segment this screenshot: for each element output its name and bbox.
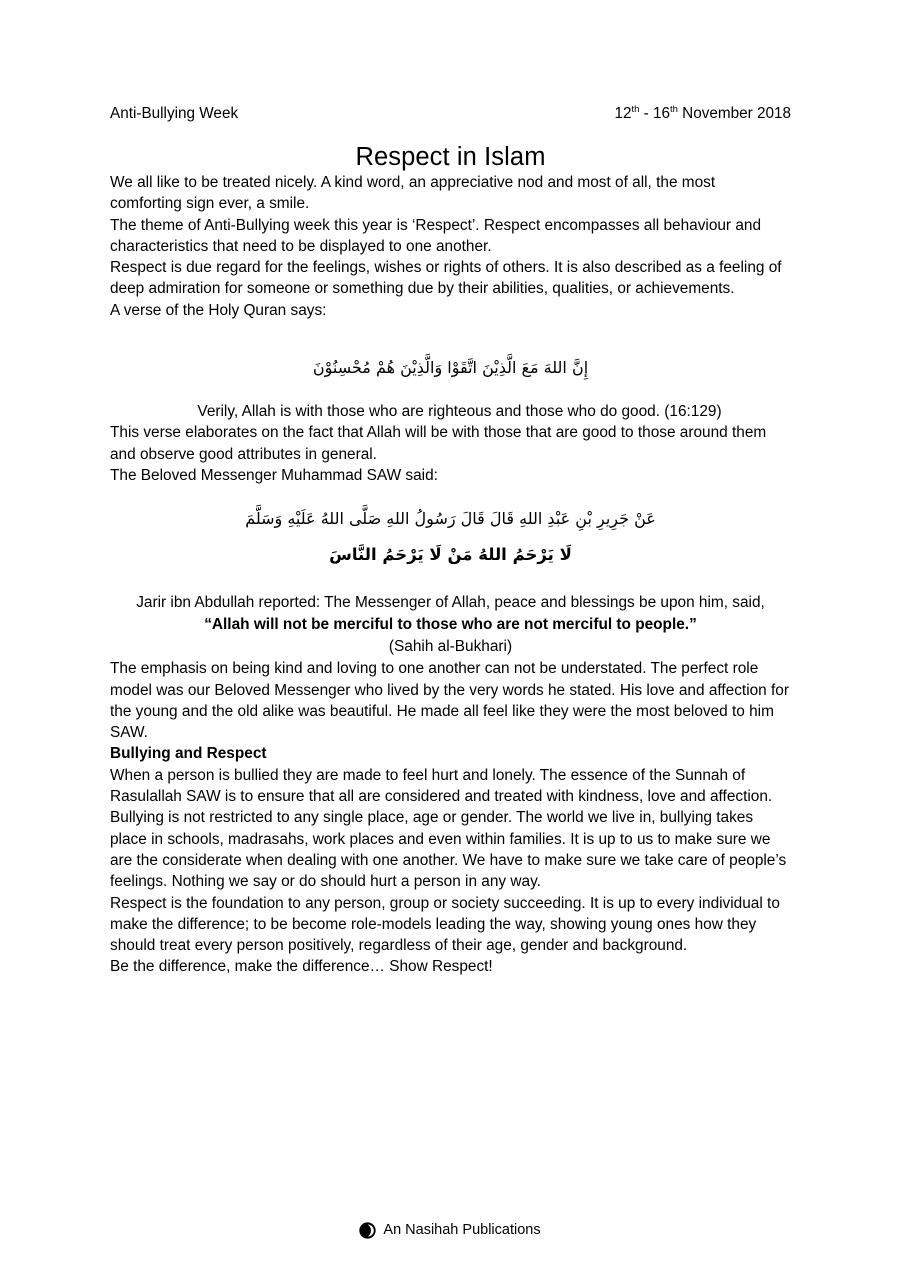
date-end-ordinal: th — [670, 103, 678, 115]
header-event-name: Anti-Bullying Week — [110, 105, 239, 122]
paragraph-quran-intro: A verse of the Holy Quran says: — [110, 301, 327, 319]
hadith-arabic-line-2: لَا يَرْحَمُ اللهُ مَنْ لَا يَرْحَمُ النَّاسَ — [329, 545, 572, 565]
crescent-moon-icon — [359, 1222, 376, 1239]
paragraph-closing: Be the difference, make the difference… Show Respect! — [110, 958, 493, 976]
quran-verse-translation: Verily, Allah is with those who are righteous and those who do good. (16:129) — [197, 403, 722, 421]
hadith-narration: Jarir ibn Abdullah reported: The Messenger of Allah, peace and blessings be upon him, said, — [136, 594, 765, 612]
paragraph-foundation: Respect is the foundation to any person, group or society succeeding. It is up to every individual to make the difference; to be become role-models leading the way, showing young ones how they should treat every person positively, regardless of their age, gender and background. — [110, 894, 780, 955]
date-start-ordinal: th — [631, 103, 640, 115]
paragraph-bullied: When a person is bullied they are made to feel hurt and lonely. The essence of the Sunnah of Rasulallah SAW is to ensure that all are considered and treated with kindness, love and affection. — [110, 766, 773, 806]
page-title: Respect in Islam — [355, 143, 546, 171]
document-header — [110, 104, 791, 123]
paragraph-intro: We all like to be treated nicely. A kind word, an appreciative nod and most of all, the most comforting sign ever, a smile. — [110, 174, 716, 213]
hadith-arabic-line-1: عَنْ جَرِيرِ بْنِ عَبْدِ اللهِ قَالَ قَالَ رَسُولُ اللهِ صَلَّى اللهُ عَلَيْهِ وَسَلَّمَ — [245, 509, 656, 529]
date-month-year: November 2018 — [677, 105, 791, 122]
paragraph-restricted: Bullying is not restricted to any single place, age or gender. The world we live in, bullying takes place in schools, madrasahs, work places and even within families. It is up to us to make sure we are the considerate when dealing with one another. We have to make sure we take care of people’s feelings. Nothing we say or do should hurt a person in any way. — [110, 809, 787, 891]
paragraph-emphasis: The emphasis on being kind and loving to one another can not be understated. The perfect role model was our Beloved Messenger who lived by the very words he stated. His love and affection for the young and the old alike was beautiful. He made all feel like they were the most beloved to him SAW. — [110, 660, 789, 742]
date-end-day: 16 — [652, 105, 670, 122]
footer-publisher-name: An Nasihah Publications — [383, 1222, 541, 1238]
paragraph-definition: Respect is due regard for the feelings, wishes or rights of others. It is also described as a feeling of deep admiration for someone or something due by their abilities, qualities, or achievements. — [110, 259, 782, 298]
quran-verse-arabic: إِنَّ اللهَ مَعَ الَّذِيْنَ اتَّقَوْا وَالَّذِيْنَ هُمْ مُحْسِنُوْنَ — [312, 358, 589, 378]
hadith-quote: “Allah will not be merciful to those who are not merciful to people.” — [204, 616, 697, 634]
hadith-source: (Sahih al-Bukhari) — [388, 638, 513, 656]
document-footer — [0, 1222, 900, 1239]
document-content — [110, 104, 791, 978]
paragraph-hadith-intro: The Beloved Messenger Muhammad SAW said: — [110, 466, 438, 484]
paragraph-theme: The theme of Anti-Bullying week this year is ‘Respect’. Respect encompasses all behaviour and characteristics that need to be displayed to one another. — [110, 216, 762, 255]
date-separator: - — [639, 105, 653, 122]
header-date-range — [614, 104, 791, 123]
paragraph-verse-commentary: This verse elaborates on the fact that Allah will be with those that are good to those around them and observe good attributes in general. — [110, 424, 767, 463]
date-start-day: 12 — [614, 105, 632, 122]
section-subheading-bullying-and-respect: Bullying and Respect — [110, 745, 267, 763]
